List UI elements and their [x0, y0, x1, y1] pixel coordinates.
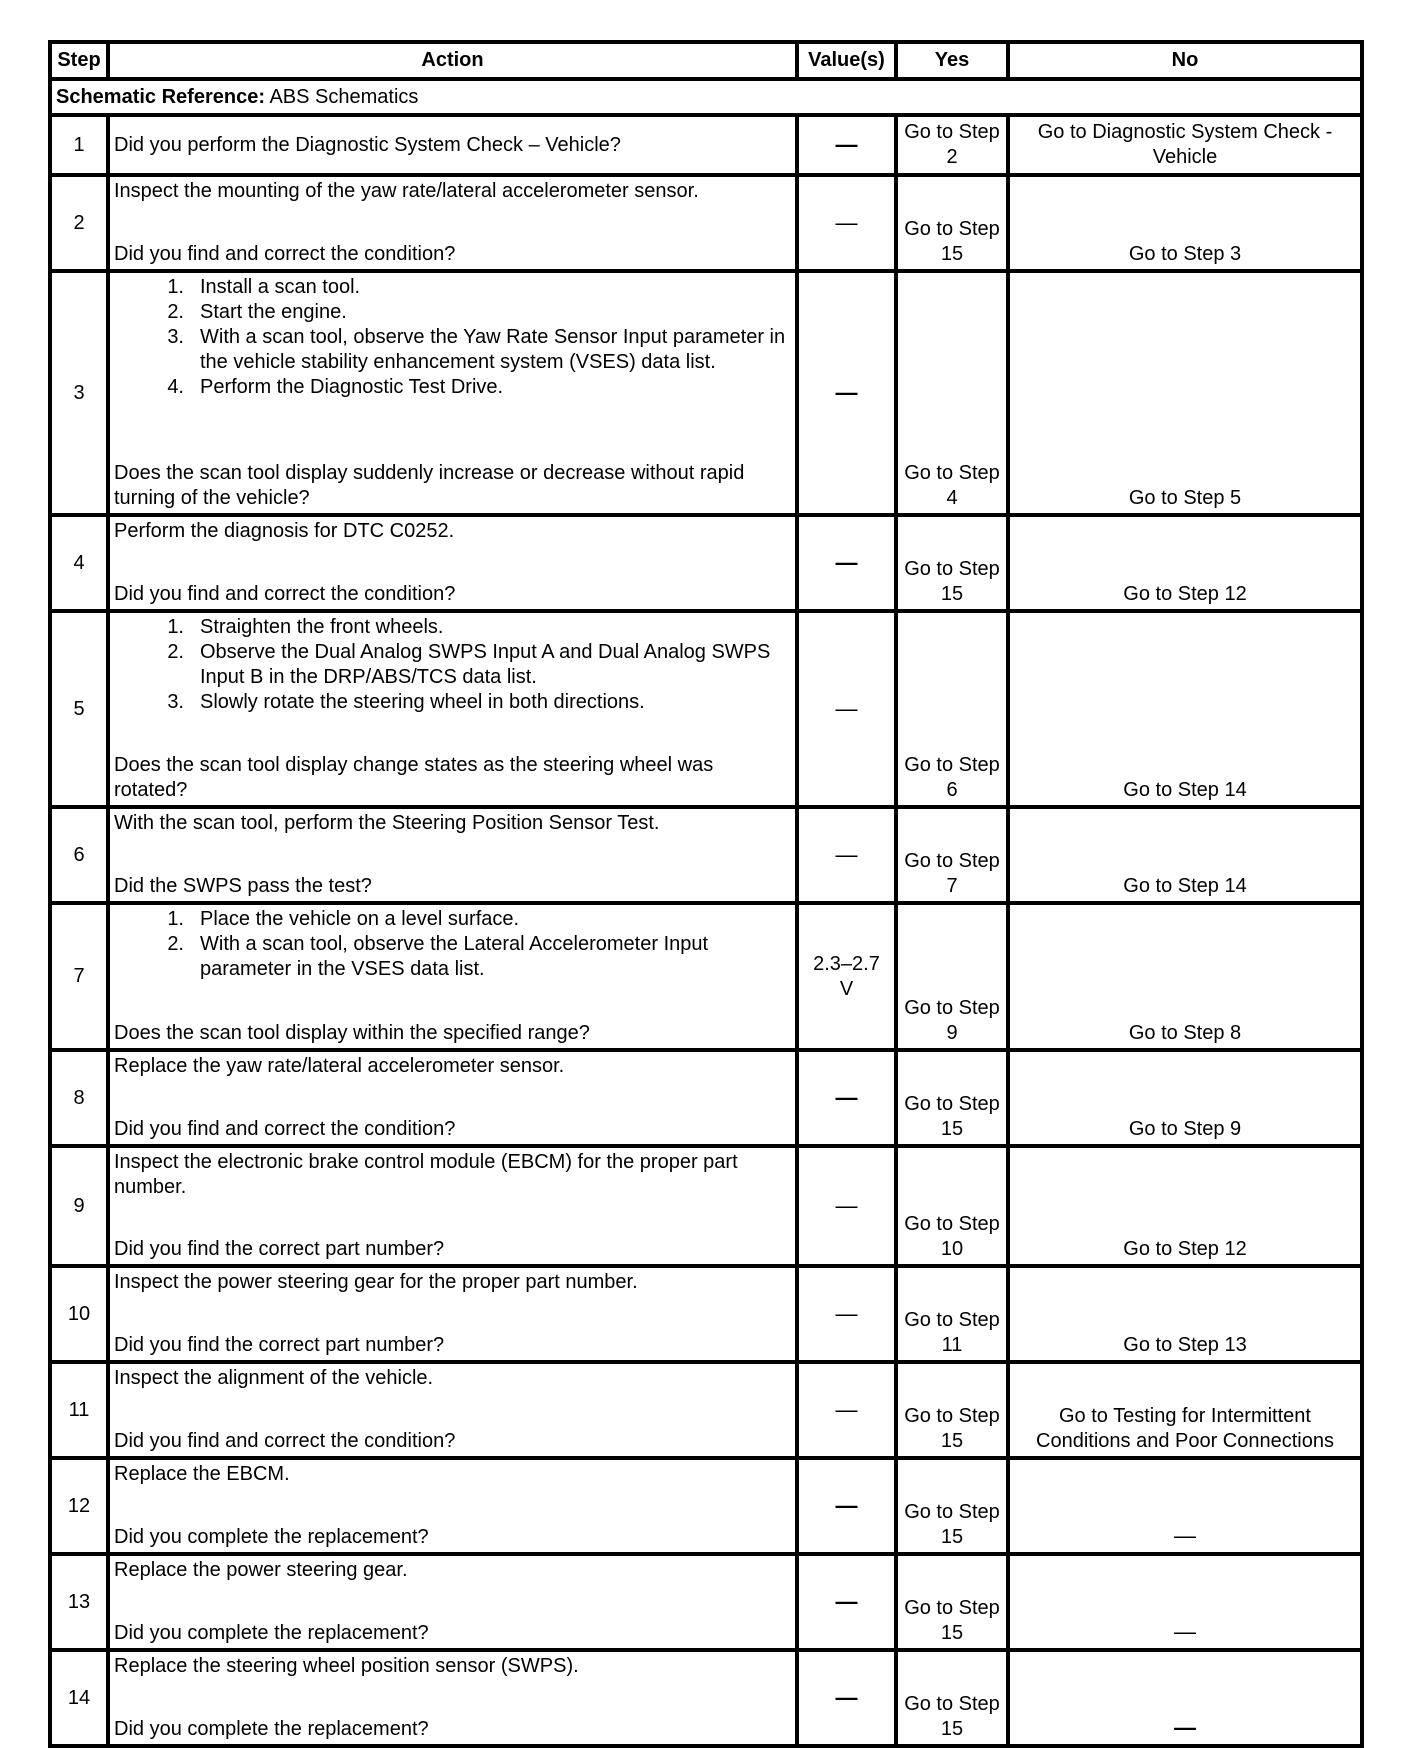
action-step-item: 2. Observe the Dual Analog SWPS Input A and Dual Analog SWPS Input B in the DRP/ABS/TCS data list. — [167, 641, 771, 688]
action-instruction: Replace the EBCM. — [114, 1463, 290, 1485]
action-instruction: Inspect the alignment of the vehicle. — [114, 1367, 434, 1389]
table-row — [50, 1554, 1362, 1650]
action-cell — [108, 1458, 797, 1554]
action-cell — [108, 1146, 797, 1266]
action-question: Did you find and correct the condition? — [114, 243, 456, 265]
value-text: — — [835, 1588, 858, 1614]
action-instruction: Inspect the power steering gear for the proper part number. — [114, 1271, 638, 1293]
yes-cell: Go to Step 15 — [896, 1458, 1008, 1554]
value-text: 2.3–2.7 V — [813, 952, 880, 1000]
value-cell — [797, 1146, 896, 1266]
table-row — [50, 1650, 1362, 1746]
table-row — [50, 1050, 1362, 1146]
action-question: Did you complete the replacement? — [114, 1526, 429, 1548]
action-step-item: 1. Install a scan tool. — [167, 276, 361, 298]
header-row — [50, 42, 1362, 79]
no-cell: Go to Diagnostic System Check - Vehicle — [1008, 115, 1362, 175]
yes-cell: Go to Step 15 — [896, 1554, 1008, 1650]
header-step: Step — [50, 42, 108, 79]
value-text: — — [835, 1492, 858, 1518]
action-cell — [108, 1650, 797, 1746]
action-question: Did you complete the replacement? — [114, 1718, 429, 1740]
no-cell — [1008, 1650, 1362, 1746]
action-step-item: 1. Straighten the front wheels. — [167, 616, 444, 638]
table-row — [50, 515, 1362, 611]
value-text: — — [835, 1300, 858, 1326]
action-cell — [108, 1362, 797, 1458]
no-cell: Go to Step 14 — [1008, 807, 1362, 903]
table-row — [50, 1362, 1362, 1458]
action-step-item: 2. With a scan tool, observe the Lateral Accelerometer Input parameter in the VSES data list. — [167, 933, 709, 980]
table-row — [50, 611, 1362, 807]
no-cell: Go to Step 8 — [1008, 903, 1362, 1050]
header-yes: Yes — [896, 42, 1008, 79]
diagnostic-table — [48, 40, 1364, 1748]
step-number: 5 — [50, 611, 108, 807]
action-question: Did you complete the replacement? — [114, 1622, 429, 1644]
step-number: 11 — [50, 1362, 108, 1458]
value-cell — [797, 115, 896, 175]
value-text: — — [835, 1396, 858, 1422]
action-question: Did you find the correct part number? — [114, 1334, 445, 1356]
table-row — [50, 1146, 1362, 1266]
yes-cell: Go to Step 15 — [896, 175, 1008, 271]
value-cell — [797, 611, 896, 807]
step-number: 3 — [50, 271, 108, 515]
action-instruction: Inspect the mounting of the yaw rate/lateral accelerometer sensor. — [114, 180, 699, 202]
schematic-reference-label: Schematic Reference: — [56, 85, 265, 108]
action-instruction: Inspect the electronic brake control module (EBCM) for the proper part number. — [114, 1151, 738, 1198]
action-question: Did you find and correct the condition? — [114, 1430, 456, 1452]
action-cell — [108, 903, 797, 1050]
action-cell — [108, 807, 797, 903]
no-cell: Go to Step 5 — [1008, 271, 1362, 515]
yes-cell: Go to Step 2 — [896, 115, 1008, 175]
action-step-item: 3. With a scan tool, observe the Yaw Rate Sensor Input parameter in the vehicle stability enhancement system (VSES) data list. — [167, 326, 786, 373]
no-cell — [1008, 1458, 1362, 1554]
action-question: Did you perform the Diagnostic System Check – Vehicle? — [114, 133, 621, 156]
value-cell — [797, 271, 896, 515]
step-number: 10 — [50, 1266, 108, 1362]
no-text: — — [1174, 1715, 1196, 1740]
value-text: — — [835, 1684, 858, 1710]
action-question: Does the scan tool display suddenly increase or decrease without rapid turning of the vehicle? — [114, 462, 745, 509]
step-number: 8 — [50, 1050, 108, 1146]
value-text: — — [835, 841, 858, 867]
action-cell — [108, 1266, 797, 1362]
no-cell: Go to Testing for Intermittent Conditions and Poor Connections — [1008, 1362, 1362, 1458]
table-row — [50, 271, 1362, 515]
table-row — [50, 903, 1362, 1050]
value-cell — [797, 1650, 896, 1746]
table-row — [50, 1458, 1362, 1554]
no-cell: Go to Step 12 — [1008, 515, 1362, 611]
no-cell — [1008, 1554, 1362, 1650]
value-cell — [797, 1458, 896, 1554]
no-cell: Go to Step 3 — [1008, 175, 1362, 271]
schematic-reference-value: ABS Schematics — [269, 85, 419, 108]
value-cell — [797, 807, 896, 903]
no-cell: Go to Step 13 — [1008, 1266, 1362, 1362]
action-instruction: Replace the power steering gear. — [114, 1559, 408, 1581]
action-step-item: 1. Place the vehicle on a level surface. — [167, 908, 520, 930]
schematic-reference-row — [50, 79, 1362, 115]
value-cell — [797, 1266, 896, 1362]
table-row — [50, 175, 1362, 271]
value-cell — [797, 1554, 896, 1650]
yes-cell: Go to Step 15 — [896, 1650, 1008, 1746]
value-text: — — [835, 209, 858, 235]
step-number: 6 — [50, 807, 108, 903]
value-text: — — [835, 695, 858, 721]
action-cell — [108, 611, 797, 807]
yes-cell: Go to Step 15 — [896, 1362, 1008, 1458]
header-no: No — [1008, 42, 1362, 79]
value-text: — — [835, 549, 858, 575]
action-step-item: 4. Perform the Diagnostic Test Drive. — [167, 376, 504, 398]
value-cell — [797, 903, 896, 1050]
no-cell: Go to Step 9 — [1008, 1050, 1362, 1146]
action-steps-list — [114, 275, 791, 400]
no-text: — — [1174, 1523, 1196, 1548]
action-question: Did you find the correct part number? — [114, 1238, 445, 1260]
value-text: — — [835, 1084, 858, 1110]
action-steps-list — [114, 615, 791, 715]
action-cell — [108, 1050, 797, 1146]
action-instruction: Perform the diagnosis for DTC C0252. — [114, 520, 455, 542]
action-step-item: 2. Start the engine. — [167, 301, 347, 323]
action-question: Did you find and correct the condition? — [114, 1118, 456, 1140]
header-values: Value(s) — [797, 42, 896, 79]
step-number: 12 — [50, 1458, 108, 1554]
action-instruction: With the scan tool, perform the Steering Position Sensor Test. — [114, 812, 660, 834]
step-number: 7 — [50, 903, 108, 1050]
action-cell — [108, 115, 797, 175]
no-cell: Go to Step 14 — [1008, 611, 1362, 807]
schematic-reference — [50, 79, 1362, 115]
yes-cell: Go to Step 10 — [896, 1146, 1008, 1266]
action-question: Did the SWPS pass the test? — [114, 875, 372, 897]
yes-cell: Go to Step 6 — [896, 611, 1008, 807]
no-text: — — [1174, 1619, 1196, 1644]
value-cell — [797, 1362, 896, 1458]
action-cell — [108, 515, 797, 611]
action-question: Does the scan tool display change states as the steering wheel was rotated? — [114, 754, 714, 801]
step-number: 14 — [50, 1650, 108, 1746]
yes-cell: Go to Step 11 — [896, 1266, 1008, 1362]
value-cell — [797, 175, 896, 271]
value-text: — — [835, 131, 858, 157]
action-instruction: Replace the steering wheel position sensor (SWPS). — [114, 1655, 579, 1677]
header-action: Action — [108, 42, 797, 79]
step-number: 4 — [50, 515, 108, 611]
yes-cell: Go to Step 7 — [896, 807, 1008, 903]
value-cell — [797, 1050, 896, 1146]
action-cell — [108, 271, 797, 515]
value-cell — [797, 515, 896, 611]
action-step-item: 3. Slowly rotate the steering wheel in both directions. — [167, 691, 645, 713]
yes-cell: Go to Step 15 — [896, 515, 1008, 611]
table-row — [50, 807, 1362, 903]
yes-cell: Go to Step 4 — [896, 271, 1008, 515]
step-number: 9 — [50, 1146, 108, 1266]
step-number: 2 — [50, 175, 108, 271]
action-cell — [108, 175, 797, 271]
yes-cell: Go to Step 15 — [896, 1050, 1008, 1146]
action-question: Does the scan tool display within the specified range? — [114, 1022, 590, 1044]
action-question: Did you find and correct the condition? — [114, 583, 456, 605]
table-row — [50, 1266, 1362, 1362]
action-steps-list — [114, 907, 791, 982]
action-instruction: Replace the yaw rate/lateral accelerometer sensor. — [114, 1055, 565, 1077]
yes-cell: Go to Step 9 — [896, 903, 1008, 1050]
step-number: 1 — [50, 115, 108, 175]
no-cell: Go to Step 12 — [1008, 1146, 1362, 1266]
table-row — [50, 115, 1362, 175]
action-cell — [108, 1554, 797, 1650]
step-number: 13 — [50, 1554, 108, 1650]
value-text: — — [835, 1192, 858, 1218]
value-text: — — [835, 379, 858, 405]
